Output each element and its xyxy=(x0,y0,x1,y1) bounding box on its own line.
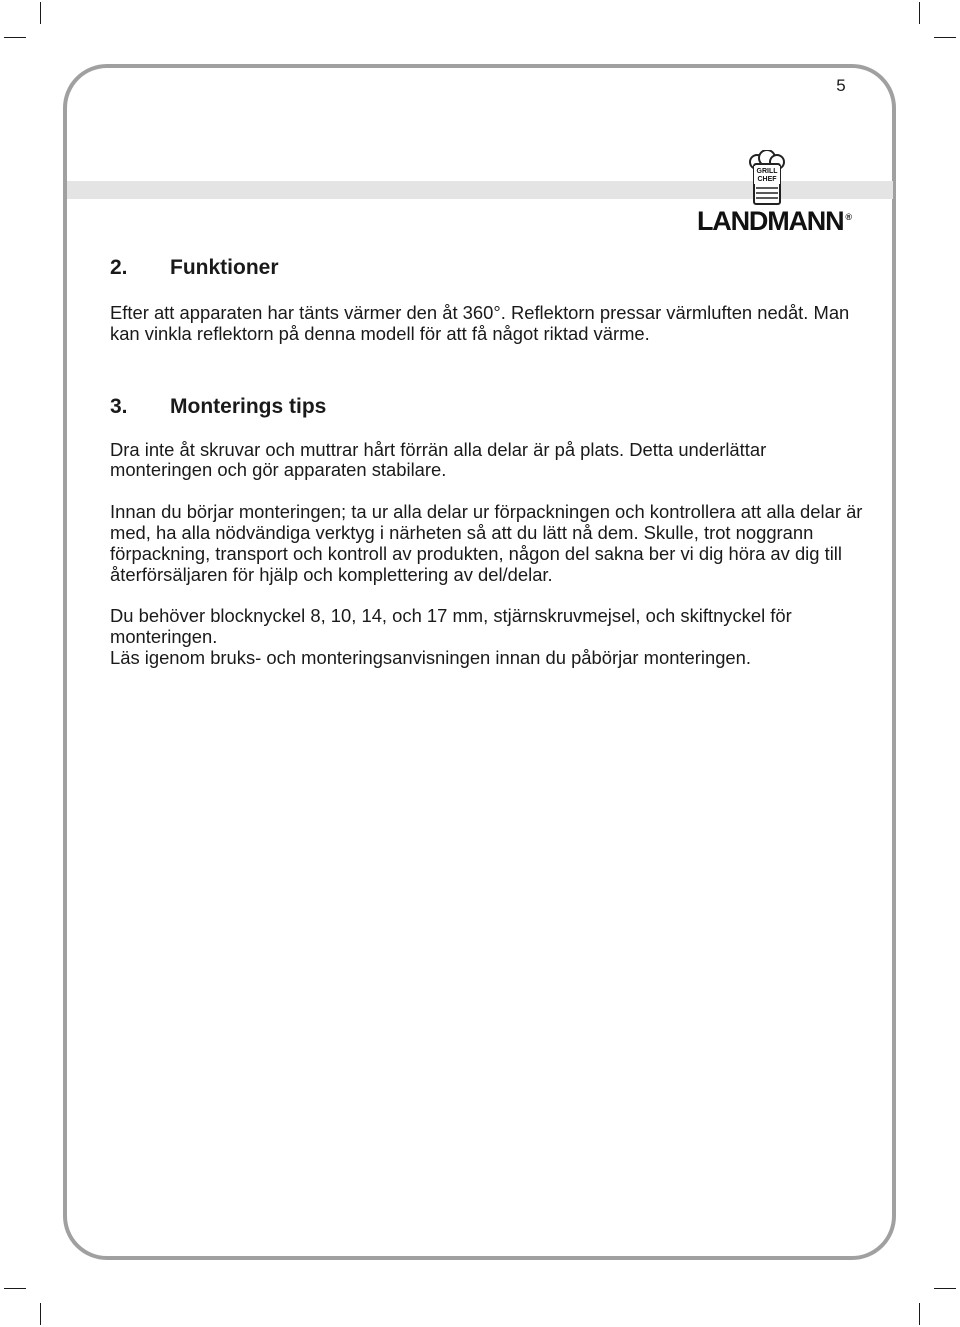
paragraph: Dra inte åt skruvar och muttrar hårt förrän alla delar är på plats. Detta underlättar monteringen och gör apparaten stabilare. xyxy=(110,438,767,481)
svg-text:GRILL: GRILL xyxy=(756,168,778,175)
crop-mark xyxy=(919,1303,920,1325)
paragraph: Efter att apparaten har tänts värmer den åt 360°. Reflektorn pressar värmluften nedåt. Man kan vinkla reflektorn på denna modell för att få något riktad värme. xyxy=(110,302,850,344)
section-heading-funktioner xyxy=(110,254,870,282)
section-title: Monterings tips xyxy=(170,394,327,418)
svg-text:CHEF: CHEF xyxy=(757,176,777,183)
paragraph: Innan du börjar monteringen; ta ur alla delar ur förpackningen och kontrollera att alla delar är med, ha alla nödvändiga verktyg i närheten så att du lätt nå dem. Skulle, trot noggrann förpackning, transport och kontroll av produkten, någon del sakna ber vi dig höra av dig till återförsäljaren för hjälp och komplettering av del/delar. xyxy=(110,501,863,585)
crop-mark xyxy=(4,37,26,38)
crop-mark xyxy=(919,2,920,24)
paragraph: Läs igenom bruks- och monteringsanvisningen innan du påbörjar monteringen. xyxy=(110,646,751,668)
main-content xyxy=(110,254,870,669)
section-heading-monterings-tips xyxy=(110,393,870,421)
brand-logo xyxy=(697,206,851,237)
crop-mark xyxy=(4,1288,26,1289)
registered-mark: ® xyxy=(845,212,851,222)
crop-mark xyxy=(934,1288,956,1289)
section-number: 3. xyxy=(110,394,128,418)
section-number: 2. xyxy=(110,256,128,279)
paragraph: Du behöver blocknyckel 8, 10, 14, och 17 mm, stjärnskruvmejsel, och skiftnyckel för monteringen. xyxy=(110,605,792,648)
section-title: Funktioner xyxy=(170,256,279,279)
crop-mark xyxy=(40,1303,41,1325)
brand-name: LANDMANN xyxy=(697,206,844,236)
crop-mark xyxy=(40,2,41,24)
crop-mark xyxy=(934,37,956,38)
page-number: 5 xyxy=(836,76,846,95)
